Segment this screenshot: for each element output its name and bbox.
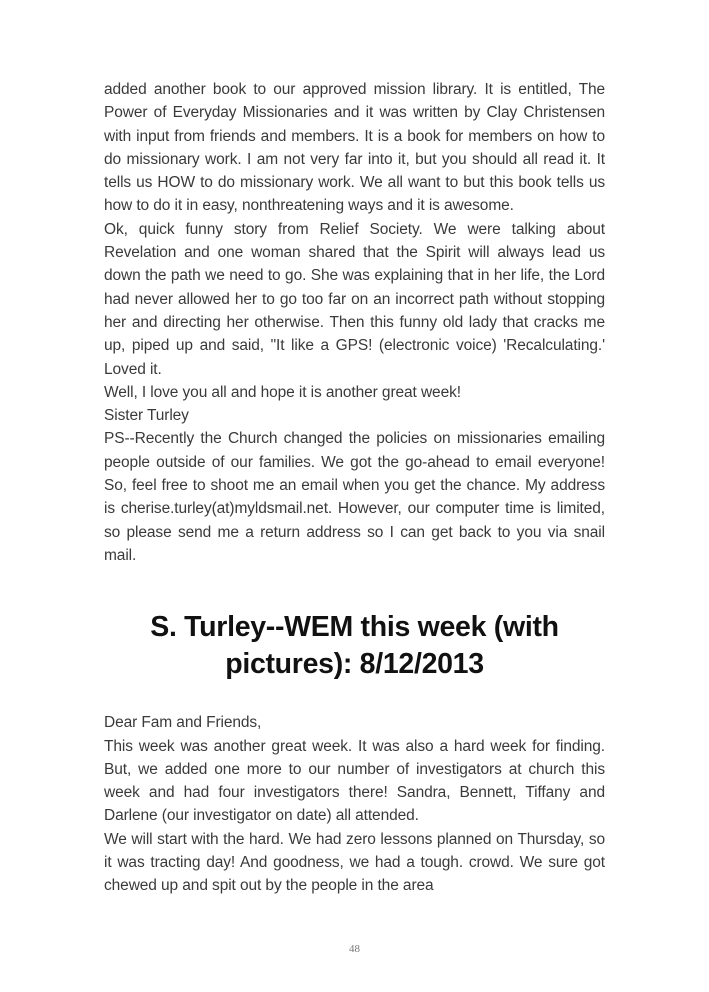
postscript-paragraph: PS--Recently the Church changed the policies on missionaries emailing people outside of our families. We got the go-ahead to email everyone! So, feel free to shoot me an email when you get the chance. My address is cherise.turley(at)myldsmail.net. However, our computer time is limited, so please send me a return address so I can get back to you via snail mail.: [104, 430, 605, 564]
signature: Sister Turley: [104, 407, 189, 425]
body-paragraph: This week was another great week. It was also a hard week for finding. But, we added one more to our number of investigators at church this week and had four investigators there! Sandra, Bennett, Tiffany and Darlene (our investigator on date) all attended.: [104, 737, 605, 825]
chapter-title: S. Turley--WEM this week (with pictures): 8/12/2013: [150, 611, 559, 681]
body-paragraph: added another book to our approved mission library. It is entitled, The Power of Everyday Missionaries and it was written by Clay Christensen with input from friends and members. It is a book for members on how to do missionary work. I am not very far into it, but you should all read it. It tells us HOW to do missionary work. We all want to but this book tells us how to do it in easy, nonthreatening ways and it is awesome.: [104, 81, 605, 215]
body-paragraph: Ok, quick funny story from Relief Society. We were talking about Revelation and one woman shared that the Spirit will always lead us down the path we need to go. She was explaining that in her life, the Lord had never allowed her to go too far on an incorrect path without stopping her and directing her otherwise. Then this funny old lady that cracks me up, piped up and said, "It like a GPS! (electronic voice) 'Recalculating.' Loved it.: [104, 220, 605, 378]
page-content: [104, 78, 605, 898]
body-paragraph: Well, I love you all and hope it is another great week!: [104, 383, 461, 401]
page-number: 48: [349, 943, 360, 955]
letter-continuation: [104, 78, 605, 567]
body-paragraph: We will start with the hard. We had zero lessons planned on Thursday, so it was tracting day! And goodness, we had a tough. crowd. We sure got chewed up and spit out by the people in the area: [104, 830, 605, 895]
letter-body: [104, 711, 605, 897]
greeting: Dear Fam and Friends,: [104, 714, 262, 732]
